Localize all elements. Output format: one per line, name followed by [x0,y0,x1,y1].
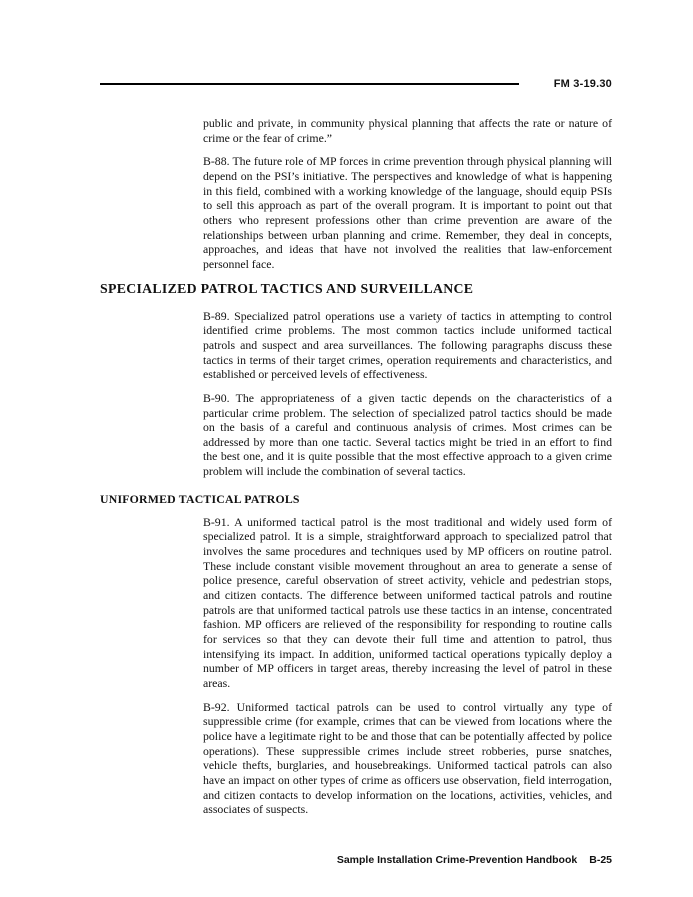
paragraph-b90: B-90. The appropriateness of a given tactic depends on the characteristics of a particular crime problem. The selection of specialized patrol tactics should be made on the basis of a careful and continuous analysis of crimes. Most crimes can be addressed by more than one tactic. Several tactics might be tried in an effort to find the best one, and it is quite possible that the most effective approach to a given crime problem will include the combination of several tactics. [203,390,612,479]
header-rule [100,83,519,85]
doc-number: FM 3-19.30 [553,78,612,90]
page-header [100,78,612,90]
paragraph-b91: B-91. A uniformed tactical patrol is the most traditional and widely used form of specialized patrol. It is a simple, straightforward approach to specialized patrol that involves the same procedures and techniques used by MP officers on routine patrol. These include constant visible movement throughout an area to generate a sense of police presence, careful observation of street activity, vehicle and pedestrian stops, and citizen contacts. The difference between uniformed tactical patrols and routine patrols are that uniformed tactical patrols use these tactics in an intense, concentrated fashion. MP officers are relieved of the responsibility for responding to routine calls for services so that they can devote their full time and attention to patrol, thus intensifying its impact. In addition, uniformed tactical operations typically deploy a number of MP officers in target areas, thereby increasing the level of patrol in these areas. [203,514,612,690]
paragraph-b88: B-88. The future role of MP forces in crime prevention through physical planning will depend on the PSI’s initiative. The perspectives and knowledge of what is happening in this field, combined with a working knowledge of the language, should equip PSIs to sell this approach as part of the overall program. It is important to point out that others who represent professions other than crime prevention are aware of the relationships between urban planning and crime. Remember, they deal in concepts, approaches, and ideas that have not involved the realities that law-enforcement personnel face. [203,154,612,271]
subsection-heading-uniformed-tactical-patrols: UNIFORMED TACTICAL PATROLS [100,491,300,506]
footer-handbook-title: Sample Installation Crime-Prevention Handbook [336,854,578,866]
paragraph-b92: B-92. Uniformed tactical patrols can be used to control virtually any type of suppressible crime (for example, crimes that can be viewed from locations where the police have a legitimate right to be and those that can be potentially affected by police operations). These suppressible crimes include street robberies, purse snatches, vehicle thefts, burglaries, and housebreakings. Uniformed tactical patrols can also have an impact on other types of crime as officers use observation, field interrogation, and citizen contacts to develop information on the locations, activities, vehicles, and associates of suspects. [203,699,612,817]
page-footer [337,854,612,866]
section-heading-specialized-patrol-tactics: SPECIALIZED PATROL TACTICS AND SURVEILLANCE [100,280,474,296]
page-body [100,116,612,826]
footer-page-number: B-25 [589,854,612,866]
paragraph-continuation: public and private, in community physical planning that affects the rate or nature of crime or the fear of crime.” [203,116,612,145]
paragraph-b89: B-89. Specialized patrol operations use a variety of tactics in attempting to control identified crime problems. The most common tactics include uniformed tactical patrols and suspect and area surveillances. The following paragraphs discuss these tactics in terms of their target crimes, operation requirements and characteristics, and established or perceived levels of effectiveness. [203,308,612,382]
